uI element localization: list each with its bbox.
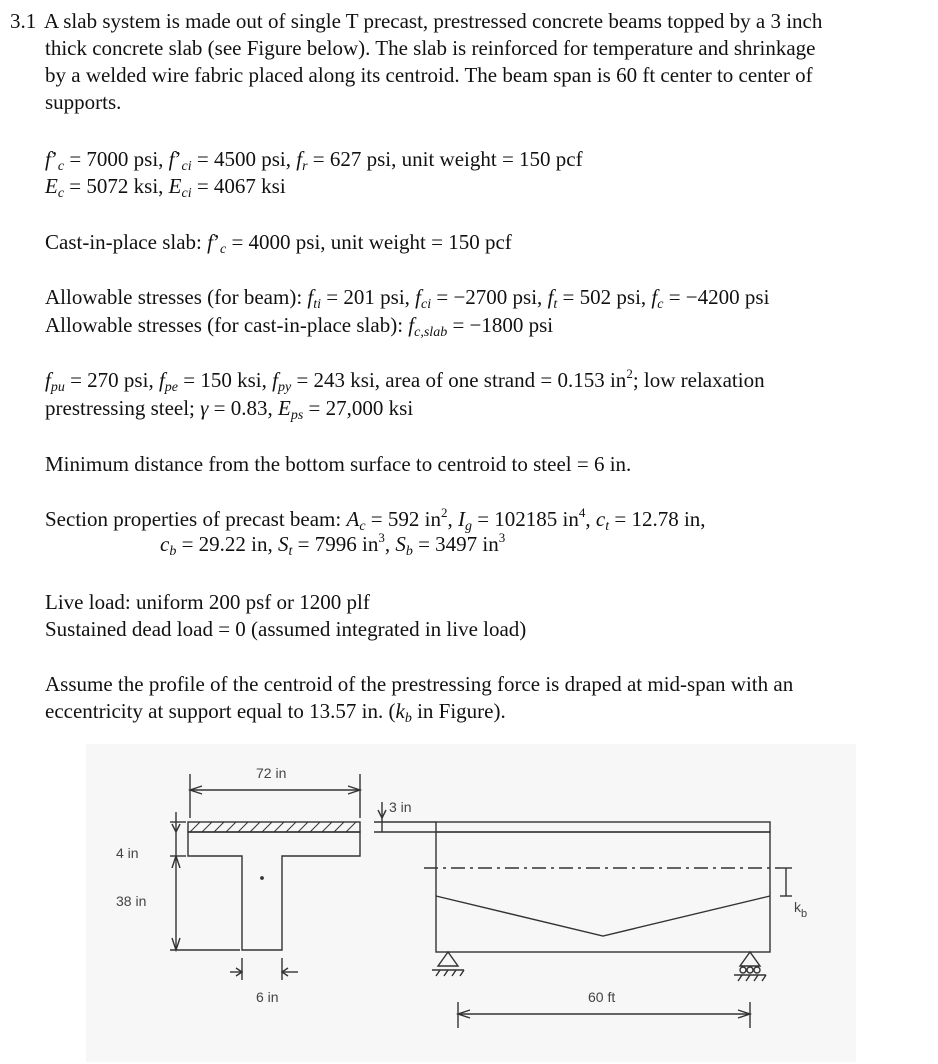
stem-width-label: 6 in (256, 989, 279, 1005)
problem-line-2: thick concrete slab (see Figure below). The slab is reinforced for temperature and shrinkage (45, 36, 816, 60)
beam-figure (86, 744, 856, 1062)
kb-label: $k_b$ (794, 899, 808, 920)
beam-modulus-line: $E_c = 5072$ ksi, $E_{ci} = 4067$ ksi (45, 174, 286, 201)
flange-thickness-label: 4 in (116, 845, 139, 861)
min-distance-line: Minimum distance from the bottom surface to centroid to steel = 6 in. (45, 452, 632, 476)
assume-line-2: eccentricity at support equal to 13.57 in. ($k_b$ in Figure). (45, 699, 506, 726)
sustained-load-line: Sustained dead load = 0 (assumed integrated in live load) (45, 617, 527, 641)
allowable-slab-line: Allowable stresses (for cast-in-place slab): $f_{c,slab} = -1800$ psi (45, 313, 554, 340)
section-centroid (261, 877, 263, 879)
problem-line-1: A slab system is made out of single T precast, prestressed concrete beams topped by a 3 inch (44, 9, 823, 33)
problem-line-3: by a welded wire fabric placed along its centroid. The beam span is 60 ft center to center of (45, 63, 813, 87)
section-line-2: $c_b = 29.22$ in, $S_t = 7996$ $in^3$, $S_b = 3497$ $in^3$ (160, 530, 506, 559)
span-label: 60 ft (588, 989, 616, 1005)
slab-thickness-label: 3 in (389, 799, 412, 815)
web-depth-label: 38 in (116, 893, 147, 909)
beam-strength-line: $f’_c = 7000$ psi, $f’_{ci} = 4500$ psi, $f_r = 627$ psi, unit weight = 150 pcf (45, 147, 583, 174)
assume-line-1: Assume the profile of the centroid of the prestressing force is draped at mid-span with an (45, 672, 794, 696)
allowable-beam-line: Allowable stresses (for beam): $f_{ti} = 201$ psi, $f_{ci} = -2700$ psi, $f_t = 502$ psi, $f_c = -4200$ psi (45, 285, 770, 312)
section-line-1: Section properties of precast beam: $A_c = 592$ $in^2$, $I_g = 102185$ $in^4$, $c_t = 12.78$ in, (45, 505, 706, 534)
problem-line-4: supports. (45, 90, 122, 114)
steel-line-1: $f_{pu} = 270$ psi, $f_{pe} = 150$ ksi, $f_{py} = 243$ ksi, area of one strand = 0.153 $in^2$; low relaxation (45, 366, 765, 395)
problem-number: 3.1 (10, 9, 37, 33)
width-label: 72 in (256, 765, 287, 781)
live-load-line: Live load: uniform 200 psf or 1200 plf (45, 590, 370, 614)
steel-line-2: prestressing steel; γ = 0.83, $E_{ps} = 27,000$ ksi (45, 396, 414, 423)
slab-line: Cast-in-place slab: $f’_c = 4000$ psi, unit weight = 150 pcf (45, 230, 512, 257)
